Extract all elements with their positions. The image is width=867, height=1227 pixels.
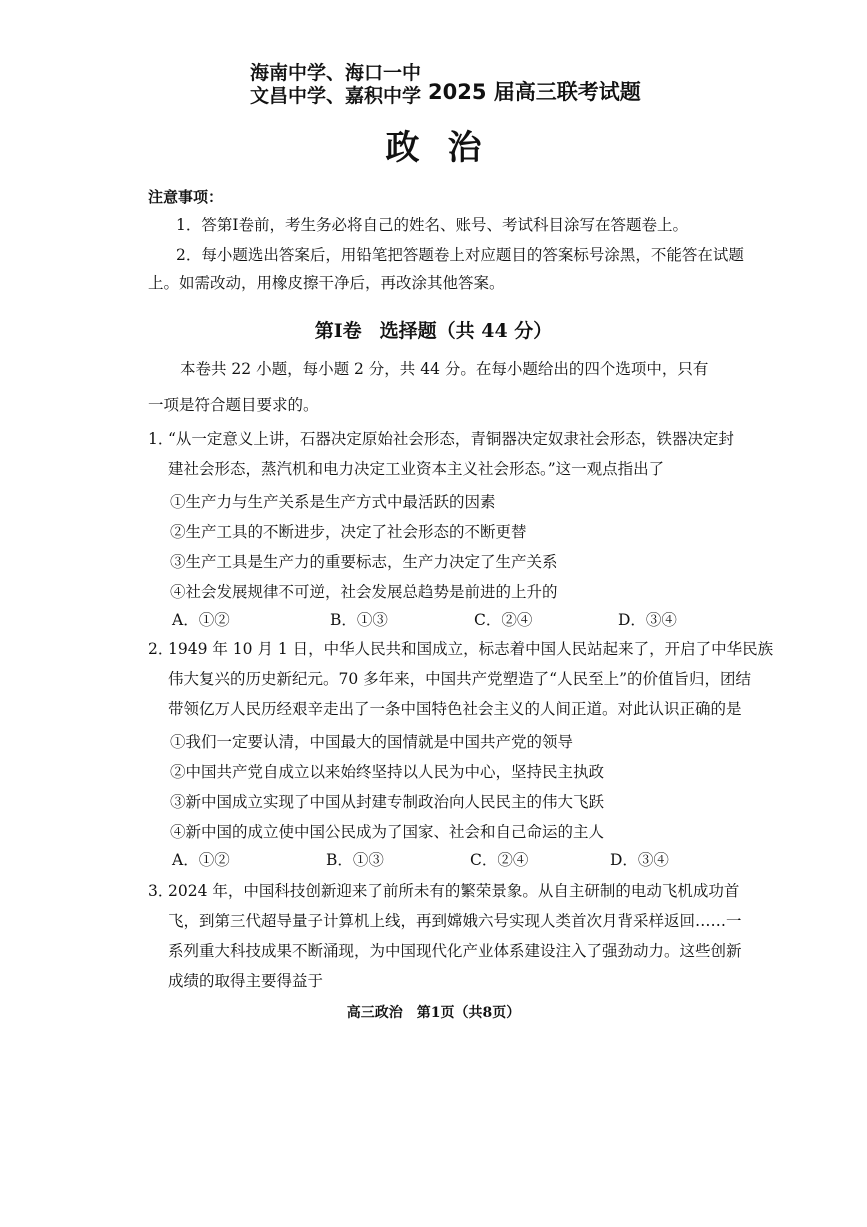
question-stem (168, 634, 774, 724)
subject-title: 政治 (385, 128, 510, 168)
statement-option: ③新中国成立实现了中国从封建专制政治向人民民主的伟大飞跃 (170, 793, 605, 811)
question-stem (168, 424, 734, 484)
statement-option: ①生产力与生产关系是生产方式中最活跃的因素 (170, 493, 496, 511)
school-line-2: 文昌中学、嘉积中学 (250, 85, 422, 107)
page-footer: 高三政治 第1页（共8页） (346, 1005, 521, 1021)
statement-option: ②中国共产党自成立以来始终坚持以人民为中心，坚持民主执政 (170, 763, 605, 781)
section-subtitle: 选择题（共 44 分） (379, 320, 553, 342)
answer-choice-c: C．②④ (470, 851, 529, 869)
question-number: 2． (148, 640, 174, 658)
answer-choice-c: C．②④ (474, 611, 533, 629)
answer-choice-d: D．③④ (610, 851, 669, 869)
answer-choice-b: B．①③ (330, 611, 388, 629)
question-stem (168, 876, 742, 996)
answer-choice-a: A．①② (172, 851, 230, 869)
stem-line: 1949 年 10 月 1 日，中华人民共和国成立，标志着中国人民站起来了，开启了中华民族 (168, 640, 774, 658)
section-title (0, 316, 867, 343)
notice-title: 注意事项： (148, 188, 224, 206)
statement-option: ①我们一定要认清，中国最大的国情就是中国共产党的领导 (170, 733, 574, 751)
statement-option: ③生产工具是生产力的重要标志，生产力决定了生产关系 (170, 553, 558, 571)
school-names (250, 62, 421, 108)
section-name: 第Ⅰ卷 (314, 320, 362, 342)
statement-option: ④新中国的成立使中国公民成为了国家、社会和自己命运的主人 (170, 823, 605, 841)
school-line-1: 海南中学、海口一中 (250, 62, 422, 84)
answer-choice-a: A．①② (172, 611, 230, 629)
statement-option: ④社会发展规律不可逆，社会发展总趋势是前进的上升的 (170, 583, 558, 601)
stem-line: 飞，到第三代超导量子计算机上线，再到嫦娥六号实现人类首次月背采样返回……一 (168, 912, 742, 930)
question-number: 1． (148, 430, 174, 448)
answer-choice-b: B．①③ (326, 851, 384, 869)
answer-choice-d: D．③④ (618, 611, 677, 629)
section-instruction-line-2: 一项是符合题目要求的。 (148, 396, 319, 414)
notice-item-2-line-1: 2．每小题选出答案后，用铅笔把答题卷上对应题目的答案标号涂黑，不能答在试题 (176, 246, 744, 264)
notice-item-2-line-2: 上。如需改动，用橡皮擦干净后，再改涂其他答案。 (148, 274, 505, 292)
stem-line: “从一定意义上讲，石器决定原始社会形态，青铜器决定奴隶社会形态，铁器决定封 (168, 430, 734, 448)
stem-line: 成绩的取得主要得益于 (168, 972, 324, 990)
stem-line: 建社会形态，蒸汽机和电力决定工业资本主义社会形态。”这一观点指出了 (168, 460, 665, 478)
stem-line: 系列重大科技成果不断涌现，为中国现代化产业体系建设注入了强劲动力。这些创新 (168, 942, 742, 960)
stem-line: 伟大复兴的历史新纪元。70 多年来，中国共产党塑造了“人民至上”的价值旨归，团结 (168, 670, 752, 688)
exam-title: 2025 届高三联考试题 (428, 80, 641, 104)
notice-item-1: 1．答第Ⅰ卷前，考生务必将自己的姓名、账号、考试科目涂写在答题卷上。 (176, 216, 688, 234)
statement-option: ②生产工具的不断进步，决定了社会形态的不断更替 (170, 523, 527, 541)
section-instruction-line-1: 本卷共 22 小题，每小题 2 分，共 44 分。在每小题给出的四个选项中，只有 (180, 360, 709, 378)
question-number: 3． (148, 882, 174, 900)
stem-line: 带领亿万人民历经艰辛走出了一条中国特色社会主义的人间正道。对此认识正确的是 (168, 700, 742, 718)
stem-line: 2024 年，中国科技创新迎来了前所未有的繁荣景象。从自主研制的电动飞机成功首 (168, 882, 740, 900)
